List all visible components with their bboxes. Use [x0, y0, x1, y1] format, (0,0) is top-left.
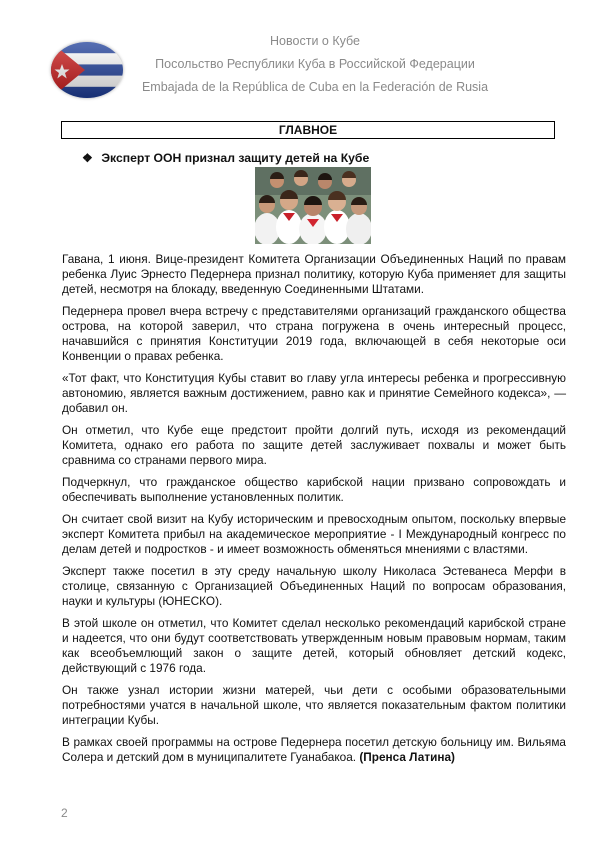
cuban-flag-logo — [51, 42, 123, 98]
paragraph: «Тот факт, что Конституция Кубы ставит во главу угла интересы ребенка и прогрессивную автономию, является важным достижением, равно как и принятие Семейного кодекса», — добавил он. — [62, 371, 566, 415]
paragraph: В этой школе он отметил, что Комитет сделал несколько рекомендаций карибской стране и надеется, что они будут соответствовать утвержденным новым правовым нормам, таким как всеобъемлющий закон о защите детей, который обновляет детский кодекс, действующий с 1976 года. — [62, 616, 566, 675]
header-title: Новости о Кубе — [270, 34, 360, 48]
paragraph: Эксперт также посетил в эту среду начальную школу Николаса Эстеванеса Мерфи в столице, связанную с Организацией Объединенных Наций по вопросам образования, науки и культуры (ЮНЕСКО). — [62, 564, 566, 608]
paragraph: Подчеркнул, что гражданское общество карибской нации призвано сопровождать и обеспечивать выполнение установленных политик. — [62, 475, 566, 504]
header-embassy-es: Embajada de la República de Cuba en la Federación de Rusia — [141, 80, 489, 94]
article-body — [62, 252, 566, 772]
bullet-icon: ❖ — [82, 151, 93, 165]
paragraph: Гавана, 1 июня. Вице-президент Комитета Организации Объединенных Наций по правам ребенка Луис Эрнесто Педернера признал политику, которую Куба применяет для защиты детей, несмотря на блокаду, введенную Соединенными Штатами. — [62, 252, 566, 296]
source-credit: (Пренса Латина) — [359, 750, 455, 764]
paragraph-last — [62, 735, 566, 765]
page-header — [130, 30, 500, 99]
children-photo — [255, 167, 371, 244]
header-embassy-ru: Посольство Республики Куба в Российской Федерации — [155, 57, 475, 71]
section-label: ГЛАВНОЕ — [61, 121, 555, 139]
paragraph: Он отметил, что Кубе еще предстоит пройти долгий путь, исходя из рекомендаций Комитета, однако его работа по защите детей заслуживает похвалы и может быть сравнима со странами первого мира. — [62, 423, 566, 467]
article-title-text: Эксперт ООН признал защиту детей на Кубе — [101, 151, 370, 165]
paragraph: Педернера провел вчера встречу с представителями организаций гражданского общества острова, на которой заверил, что страна погружена в очень интересный процесс, начавшийся с принятия Конституции 2019 года, включающей в себя некоторые оси Конвенции о правах ребенка. — [62, 304, 566, 363]
page-number: 2 — [61, 806, 68, 820]
paragraph: Он считает свой визит на Кубу историческим и превосходным опытом, поскольку впервые эксперт Комитета прибыл на академическое мероприятие - I Международный конгресс по делам детей и подростков - и имеет возможность обменяться мнениями с властями. — [62, 512, 566, 556]
article-title — [82, 151, 369, 165]
paragraph: Он также узнал истории жизни матерей, чьи дети с особыми образовательными потребностями учатся в начальной школе, что является показательным фактом политики интеграции Кубы. — [62, 683, 566, 727]
paragraph-text: В рамках своей программы на острове Педернера посетил детскую больницу им. Вильяма Солера и детский дом в муниципалитете Гуанабакоа. — [62, 735, 566, 764]
